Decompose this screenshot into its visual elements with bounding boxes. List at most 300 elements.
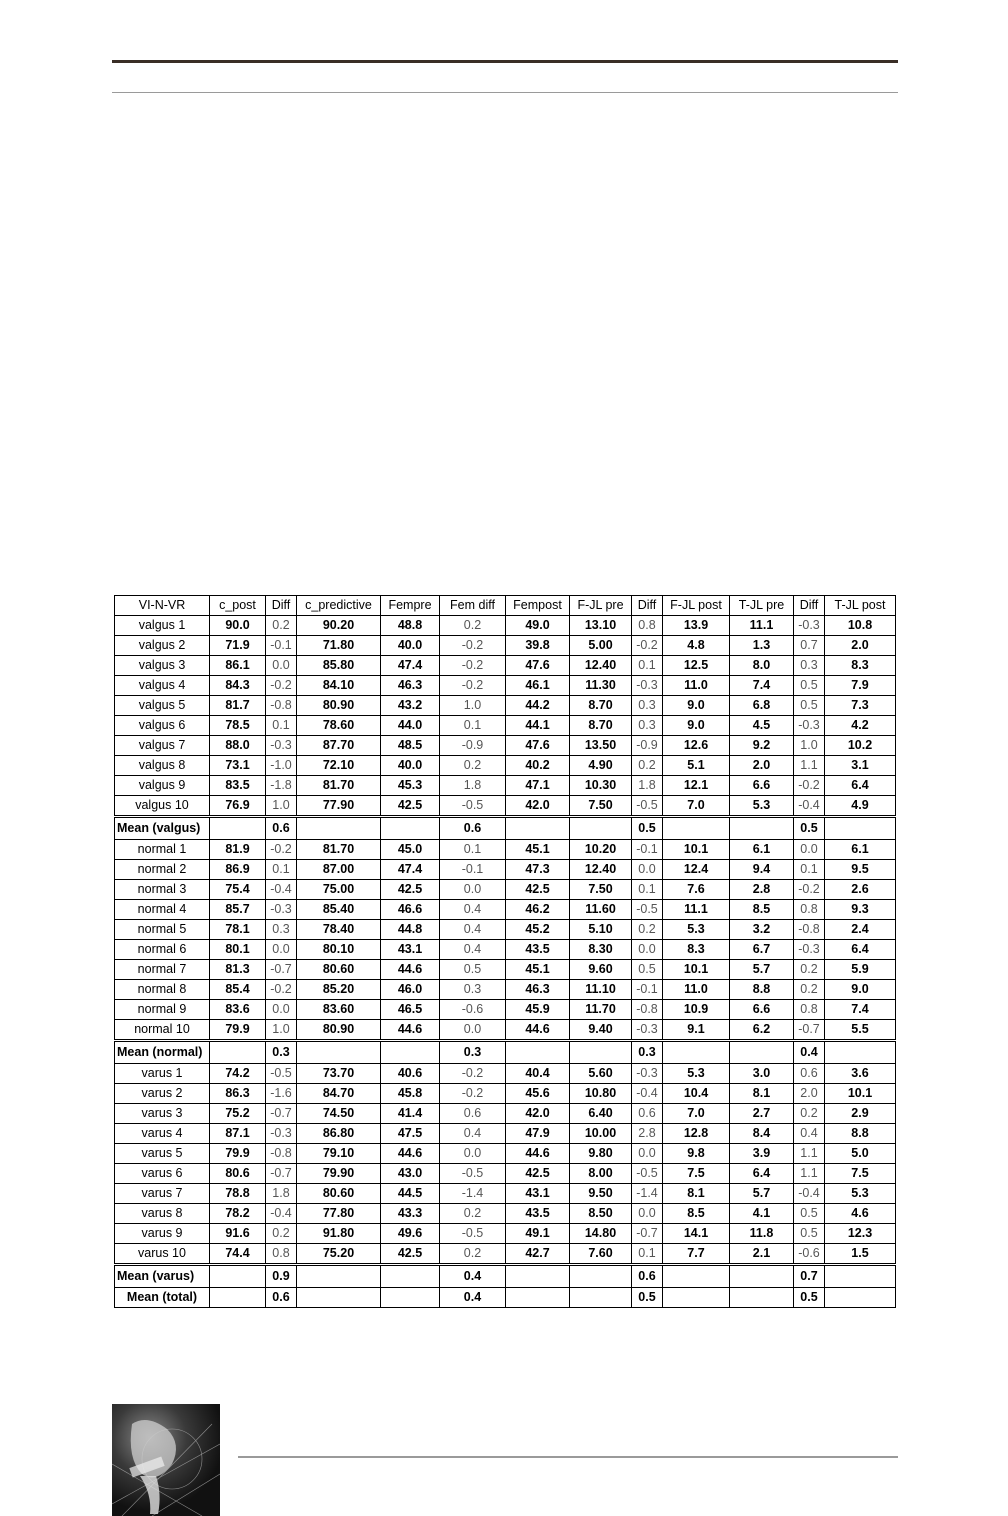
row-label: normal 2 [115,860,210,880]
table-cell: 3.1 [825,756,896,776]
empty-cell [570,1041,632,1064]
table-cell: 8.8 [825,1124,896,1144]
empty-cell [730,1288,794,1308]
table-cell: 44.8 [381,920,440,940]
table-cell: 0.3 [794,656,825,676]
table-cell: 46.6 [381,900,440,920]
table-cell: 0.6 [794,1064,825,1084]
table-cell: 8.3 [825,656,896,676]
table-cell: 44.6 [381,1144,440,1164]
table-cell: 85.4 [210,980,266,1000]
table-cell: 7.0 [663,1104,730,1124]
row-label: valgus 3 [115,656,210,676]
table-cell: 40.6 [381,1064,440,1084]
row-label: normal 9 [115,1000,210,1020]
mean-total-row [115,1288,896,1308]
mean-diff-cell: 0.9 [266,1265,297,1288]
table-cell: 73.70 [297,1064,381,1084]
table-cell: 6.40 [570,1104,632,1124]
table-cell: 2.8 [730,880,794,900]
table-row [115,1144,896,1164]
table-cell: 80.90 [297,696,381,716]
table-cell: -0.5 [632,900,663,920]
table-cell: 7.5 [663,1164,730,1184]
table-cell: -1.6 [266,1084,297,1104]
header-cell: VI-N-VR [115,596,210,616]
table-cell: 3.9 [730,1144,794,1164]
table-cell: 47.1 [506,776,570,796]
table-row [115,716,896,736]
table-cell: -0.3 [266,900,297,920]
table-cell: 14.80 [570,1224,632,1244]
table-cell: 9.5 [825,860,896,880]
table-cell: 79.90 [297,1164,381,1184]
empty-cell [730,1041,794,1064]
table-cell: 0.5 [794,696,825,716]
table-body [115,616,896,1308]
table-cell: 12.3 [825,1224,896,1244]
mean-row [115,1265,896,1288]
table-cell: 80.1 [210,940,266,960]
table-cell: 0.4 [440,920,506,940]
table-cell: 9.1 [663,1020,730,1041]
mean-diff-cell: 0.5 [794,817,825,840]
header-cell: c_predictive [297,596,381,616]
table-cell: 45.3 [381,776,440,796]
table-cell: -0.2 [440,656,506,676]
table-cell: 1.0 [440,696,506,716]
table-cell: 45.8 [381,1084,440,1104]
table-cell: 40.2 [506,756,570,776]
table-cell: 3.2 [730,920,794,940]
table-cell: -0.3 [794,616,825,636]
table-cell: 3.6 [825,1064,896,1084]
table-cell: 88.0 [210,736,266,756]
table-row [115,1104,896,1124]
table-cell: 0.4 [794,1124,825,1144]
row-label: valgus 2 [115,636,210,656]
table-cell: 78.8 [210,1184,266,1204]
table-cell: 7.4 [730,676,794,696]
table-cell: 8.3 [663,940,730,960]
table-row [115,796,896,817]
table-cell: 0.8 [632,616,663,636]
table-cell: 0.2 [794,960,825,980]
table-cell: 77.80 [297,1204,381,1224]
table-cell: 5.00 [570,636,632,656]
table-cell: 84.10 [297,676,381,696]
table-cell: -0.5 [632,796,663,817]
table-cell: 1.1 [794,756,825,776]
mean-diff-cell: 0.3 [266,1041,297,1064]
table-cell: 11.1 [730,616,794,636]
row-label: varus 5 [115,1144,210,1164]
row-label: valgus 8 [115,756,210,776]
table-cell: 0.8 [266,1244,297,1265]
table-cell: 6.4 [825,940,896,960]
table-cell: 0.1 [266,860,297,880]
table-cell: 72.10 [297,756,381,776]
header-cell: T-JL pre [730,596,794,616]
table-cell: 0.2 [440,616,506,636]
table-cell: 0.4 [440,1124,506,1144]
empty-cell [730,1265,794,1288]
table-cell: 4.5 [730,716,794,736]
data-table [114,595,896,1308]
table-cell: 2.9 [825,1104,896,1124]
table-cell: 0.8 [794,900,825,920]
table-cell: 10.80 [570,1084,632,1104]
table-cell: 79.9 [210,1020,266,1041]
empty-cell [210,1041,266,1064]
table-cell: 83.6 [210,1000,266,1020]
table-cell: 11.1 [663,900,730,920]
table-cell: 5.7 [730,1184,794,1204]
table-cell: 5.3 [663,1064,730,1084]
mean-diff-cell: 0.6 [632,1265,663,1288]
table-cell: 4.2 [825,716,896,736]
empty-cell [825,817,896,840]
row-label: valgus 6 [115,716,210,736]
table-cell: 0.3 [632,696,663,716]
table-cell: 5.0 [825,1144,896,1164]
table-cell: -0.4 [632,1084,663,1104]
table-cell: 8.5 [663,1204,730,1224]
table-cell: 86.9 [210,860,266,880]
empty-cell [663,1265,730,1288]
table-cell: 1.1 [794,1144,825,1164]
table-row [115,960,896,980]
empty-cell [825,1265,896,1288]
header-rule-thin [112,92,898,93]
table-cell: 10.1 [663,960,730,980]
row-label: valgus 1 [115,616,210,636]
table-cell: 9.2 [730,736,794,756]
table-cell: 10.8 [825,616,896,636]
table-cell: 0.6 [632,1104,663,1124]
table-cell: -1.4 [440,1184,506,1204]
table-cell: -0.8 [266,1144,297,1164]
table-cell: 47.5 [381,1124,440,1144]
table-cell: 44.6 [506,1020,570,1041]
table-cell: 9.4 [730,860,794,880]
table-cell: 75.4 [210,880,266,900]
mean-diff-cell: 0.3 [632,1041,663,1064]
table-cell: 6.1 [825,840,896,860]
table-cell: -0.4 [266,880,297,900]
table-cell: 0.5 [794,1204,825,1224]
table-cell: 44.6 [506,1144,570,1164]
row-label: normal 8 [115,980,210,1000]
table-cell: 0.0 [632,860,663,880]
table-cell: 6.2 [730,1020,794,1041]
table-cell: -0.5 [440,1164,506,1184]
empty-cell [210,1288,266,1308]
table-cell: 44.2 [506,696,570,716]
table-cell: 6.7 [730,940,794,960]
table-row [115,880,896,900]
table-cell: 8.1 [730,1084,794,1104]
table-cell: 3.0 [730,1064,794,1084]
table-cell: -0.2 [794,880,825,900]
table-cell: 44.6 [381,1020,440,1041]
table-cell: -0.7 [794,1020,825,1041]
table-cell: 43.5 [506,940,570,960]
table-cell: 5.5 [825,1020,896,1041]
table-cell: 47.4 [381,860,440,880]
table-cell: 6.1 [730,840,794,860]
table-cell: -0.5 [632,1164,663,1184]
table-cell: 9.0 [663,696,730,716]
table-cell: -0.2 [266,980,297,1000]
table-cell: 45.2 [506,920,570,940]
empty-cell [381,1041,440,1064]
empty-cell [297,817,381,840]
row-label: normal 6 [115,940,210,960]
table-cell: 11.0 [663,980,730,1000]
table-cell: 2.0 [730,756,794,776]
empty-cell [663,1288,730,1308]
table-cell: 46.0 [381,980,440,1000]
table-cell: 84.70 [297,1084,381,1104]
table-cell: 79.9 [210,1144,266,1164]
row-label: normal 7 [115,960,210,980]
row-label: varus 3 [115,1104,210,1124]
table-cell: 78.2 [210,1204,266,1224]
table-cell: 77.90 [297,796,381,817]
header-cell: F-JL post [663,596,730,616]
table-cell: 44.0 [381,716,440,736]
table-cell: 7.6 [663,880,730,900]
table-cell: 0.0 [440,880,506,900]
table-cell: 0.4 [440,900,506,920]
table-cell: 84.3 [210,676,266,696]
table-cell: 74.2 [210,1064,266,1084]
table-cell: 8.1 [663,1184,730,1204]
table-row [115,900,896,920]
table-row [115,656,896,676]
table-cell: 0.0 [794,840,825,860]
table-cell: 8.00 [570,1164,632,1184]
table-cell: -0.6 [440,1000,506,1020]
table-cell: -0.1 [440,860,506,880]
table-cell: 2.0 [794,1084,825,1104]
row-label: valgus 4 [115,676,210,696]
table-cell: 10.1 [663,840,730,860]
table-cell: 42.5 [381,796,440,817]
table-row [115,860,896,880]
table-cell: 1.8 [266,1184,297,1204]
row-label: normal 10 [115,1020,210,1041]
table-cell: 5.60 [570,1064,632,1084]
table-row [115,1000,896,1020]
table-cell: 45.6 [506,1084,570,1104]
table-cell: -0.2 [266,676,297,696]
table-cell: 85.7 [210,900,266,920]
table-cell: -0.1 [266,636,297,656]
table-cell: 11.70 [570,1000,632,1020]
table-cell: 0.0 [632,940,663,960]
mean-row [115,1041,896,1064]
mean-diff-cell: 0.5 [632,1288,663,1308]
table-cell: 43.1 [381,940,440,960]
data-table-container [114,595,895,1308]
table-cell: 0.0 [632,1144,663,1164]
empty-cell [506,1041,570,1064]
table-cell: -0.7 [632,1224,663,1244]
table-cell: 47.9 [506,1124,570,1144]
table-cell: 75.20 [297,1244,381,1265]
table-cell: 78.5 [210,716,266,736]
table-cell: 7.5 [825,1164,896,1184]
table-cell: 0.5 [440,960,506,980]
empty-cell [506,1265,570,1288]
table-cell: 47.4 [381,656,440,676]
table-cell: 0.1 [794,860,825,880]
table-cell: 81.3 [210,960,266,980]
table-cell: -0.8 [632,1000,663,1020]
table-cell: 0.5 [794,676,825,696]
table-cell: 0.7 [794,636,825,656]
table-cell: 5.9 [825,960,896,980]
table-cell: 2.4 [825,920,896,940]
table-cell: 12.1 [663,776,730,796]
table-cell: 43.3 [381,1204,440,1224]
table-cell: 10.1 [825,1084,896,1104]
table-cell: 8.4 [730,1124,794,1144]
table-cell: 44.1 [506,716,570,736]
table-cell: 71.80 [297,636,381,656]
table-cell: 44.5 [381,1184,440,1204]
table-cell: 90.0 [210,616,266,636]
table-cell: -0.2 [440,676,506,696]
table-cell: 1.0 [794,736,825,756]
table-cell: 45.1 [506,840,570,860]
mean-diff-cell: 0.4 [440,1265,506,1288]
header-cell: Diff [266,596,297,616]
table-cell: 0.1 [440,716,506,736]
table-cell: 91.80 [297,1224,381,1244]
table-cell: 0.2 [266,616,297,636]
table-cell: 73.1 [210,756,266,776]
table-cell: 6.6 [730,1000,794,1020]
table-cell: 12.40 [570,860,632,880]
table-cell: 12.6 [663,736,730,756]
table-cell: 42.5 [506,880,570,900]
table-cell: 0.0 [266,656,297,676]
table-cell: -0.1 [632,980,663,1000]
table-cell: 0.5 [632,960,663,980]
table-cell: 11.30 [570,676,632,696]
table-cell: 0.0 [266,1000,297,1020]
row-label: varus 10 [115,1244,210,1265]
table-cell: 79.10 [297,1144,381,1164]
header-cell: Diff [794,596,825,616]
table-header-row [115,596,896,616]
table-cell: -0.9 [440,736,506,756]
table-cell: 7.0 [663,796,730,817]
table-row [115,940,896,960]
table-cell: 43.5 [506,1204,570,1224]
mean-diff-cell: 0.4 [794,1041,825,1064]
table-row [115,1224,896,1244]
table-cell: 7.7 [663,1244,730,1265]
row-label: normal 4 [115,900,210,920]
table-cell: 5.3 [730,796,794,817]
table-cell: 45.9 [506,1000,570,1020]
table-cell: 7.4 [825,1000,896,1020]
empty-cell [297,1288,381,1308]
row-label: varus 6 [115,1164,210,1184]
table-row [115,736,896,756]
header-cell: Fempre [381,596,440,616]
mean-diff-cell: 0.7 [794,1265,825,1288]
table-cell: 8.0 [730,656,794,676]
table-cell: -1.4 [632,1184,663,1204]
table-cell: 2.0 [825,636,896,656]
table-cell: 0.1 [440,840,506,860]
table-cell: 12.5 [663,656,730,676]
table-cell: 0.2 [440,1204,506,1224]
table-cell: 0.2 [794,1104,825,1124]
empty-cell [381,817,440,840]
table-cell: 0.4 [440,940,506,960]
table-cell: 0.2 [266,1224,297,1244]
table-cell: 75.2 [210,1104,266,1124]
header-rule [112,60,898,63]
mean-diff-cell: 0.3 [440,1041,506,1064]
table-row [115,616,896,636]
mean-diff-cell: 0.6 [266,1288,297,1308]
header-cell: F-JL pre [570,596,632,616]
table-cell: 12.40 [570,656,632,676]
empty-cell [825,1041,896,1064]
table-cell: 2.7 [730,1104,794,1124]
table-cell: 4.6 [825,1204,896,1224]
table-cell: -0.5 [266,1064,297,1084]
table-cell: 71.9 [210,636,266,656]
table-cell: 4.1 [730,1204,794,1224]
table-cell: 40.4 [506,1064,570,1084]
table-cell: 47.3 [506,860,570,880]
table-row [115,1084,896,1104]
mean-diff-cell: 0.6 [266,817,297,840]
mean-diff-cell: 0.5 [794,1288,825,1308]
table-cell: 12.4 [663,860,730,880]
table-cell: 44.6 [381,960,440,980]
table-cell: 41.4 [381,1104,440,1124]
table-row [115,980,896,1000]
table-cell: 80.6 [210,1164,266,1184]
header-cell: Fempost [506,596,570,616]
table-cell: 10.2 [825,736,896,756]
table-cell: 0.2 [440,1244,506,1265]
table-row [115,1164,896,1184]
knee-logo-icon [112,1404,220,1516]
header-cell: c_post [210,596,266,616]
table-cell: 81.7 [210,696,266,716]
table-cell: -0.3 [632,1064,663,1084]
table-cell: 6.8 [730,696,794,716]
table-cell: 0.0 [440,1144,506,1164]
table-cell: 80.60 [297,1184,381,1204]
table-row [115,1020,896,1041]
row-label: varus 9 [115,1224,210,1244]
table-row [115,840,896,860]
table-cell: 8.30 [570,940,632,960]
table-cell: 8.5 [730,900,794,920]
row-label: varus 7 [115,1184,210,1204]
